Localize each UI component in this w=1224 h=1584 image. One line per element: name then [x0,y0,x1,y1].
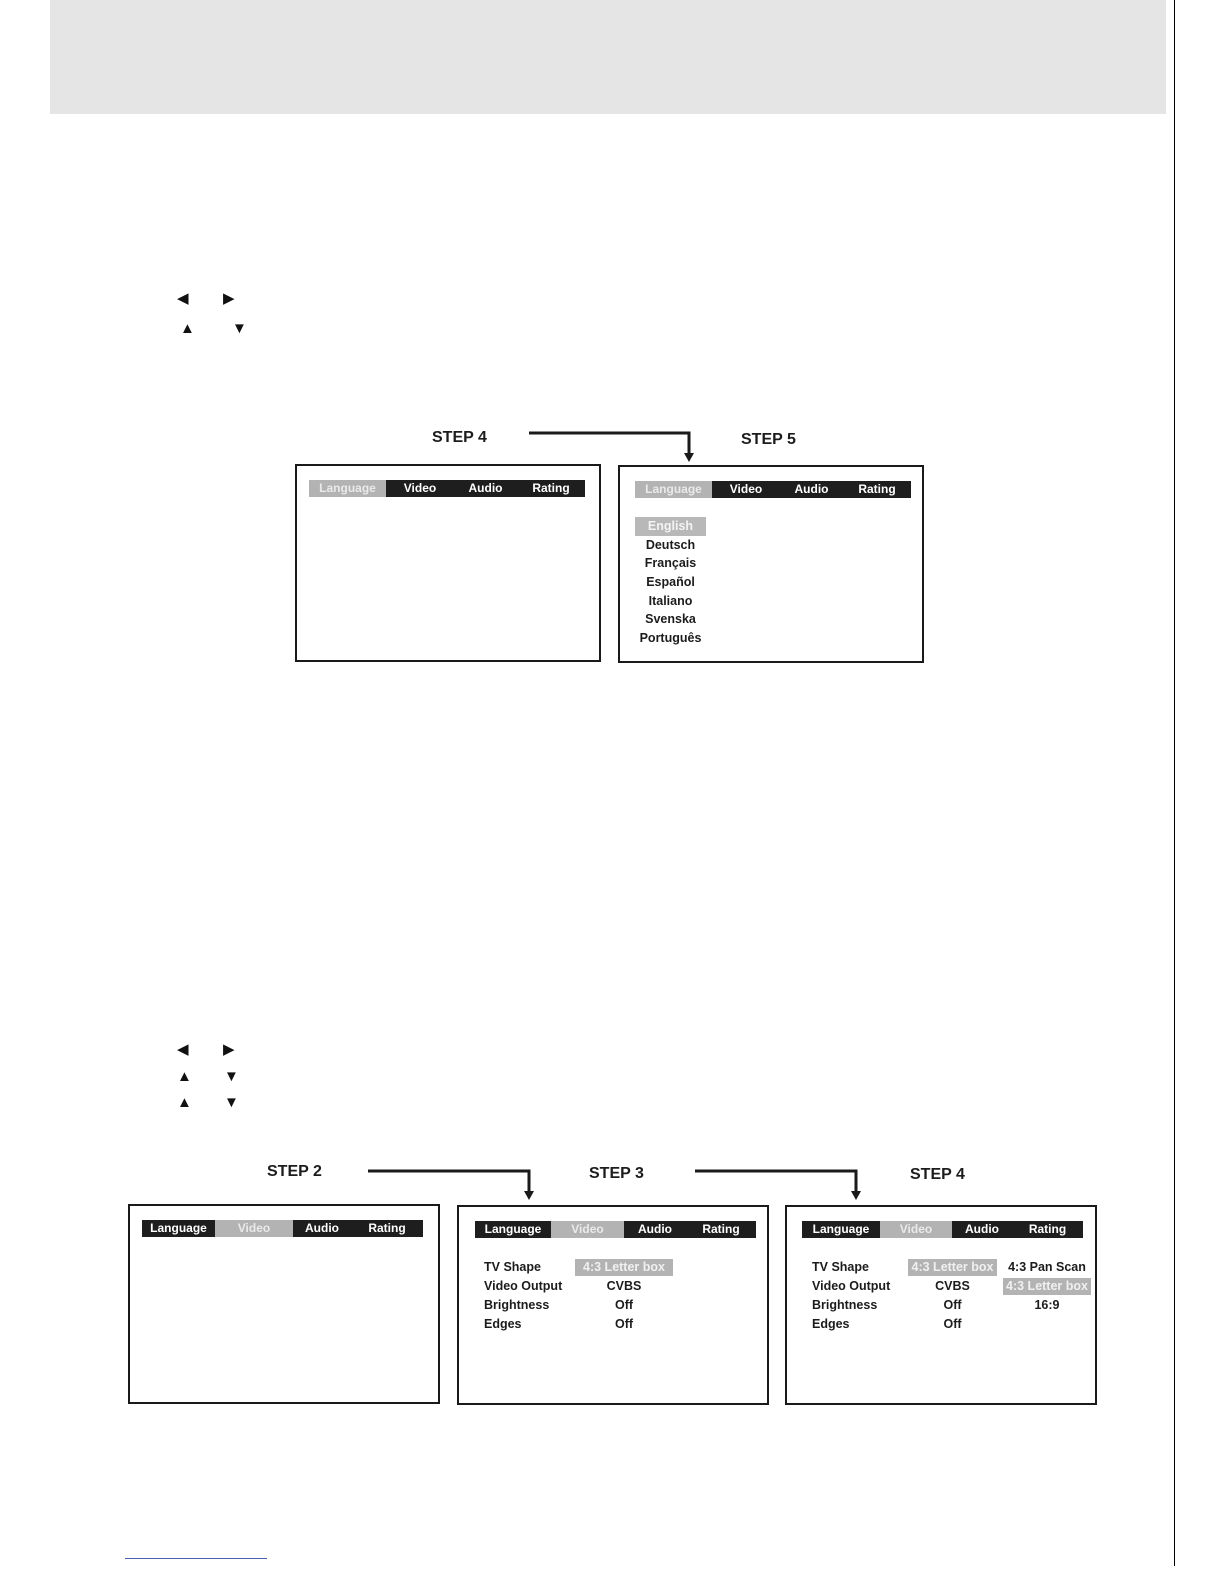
osd-screen-step2 [128,1204,440,1404]
menu-bar [142,1220,423,1237]
tab-video[interactable]: Video [551,1221,624,1238]
osd-screen-step4-video [785,1205,1097,1405]
language-list [635,517,706,648]
tab-rating[interactable]: Rating [702,1222,740,1236]
setting-label-tv-shape: TV Shape [484,1260,541,1274]
setting-label-brightness: Brightness [812,1298,878,1312]
menu-bar [309,480,585,497]
tab-rating[interactable]: Rating [532,481,570,495]
tab-audio[interactable]: Audio [638,1222,672,1236]
setting-label-video-output: Video Output [812,1279,891,1293]
setting-label-brightness: Brightness [484,1298,550,1312]
step-3-label: STEP 3 [589,1165,644,1182]
tv-shape-option-letter-box[interactable]: 4:3 Letter box [1003,1278,1091,1295]
language-option-italiano[interactable]: Italiano [648,593,693,608]
left-arrow-icon: ◀ [177,1041,189,1058]
header-band [50,0,1166,114]
down-arrow-icon: ▼ [232,320,247,337]
up-arrow-icon: ▲ [180,320,195,337]
setting-value-edges[interactable]: Off [943,1317,962,1331]
setting-value-tv-shape[interactable]: 4:3 Letter box [908,1259,997,1276]
step-connector-arrow [528,428,698,464]
step-connector-arrow [694,1166,864,1202]
menu-bar [802,1221,1083,1238]
tab-language[interactable]: Language [635,481,712,498]
tab-audio[interactable]: Audio [305,1221,339,1235]
tab-language[interactable]: Language [150,1221,207,1235]
right-arrow-icon: ▶ [223,1041,235,1058]
setting-value-edges[interactable]: Off [614,1317,634,1331]
tv-shape-option-16-9[interactable]: 16:9 [1034,1298,1060,1312]
tab-rating[interactable]: Rating [368,1221,406,1235]
tv-shape-option-pan-scan[interactable]: 4:3 Pan Scan [1008,1260,1086,1274]
language-option-english[interactable]: English [635,517,706,536]
tab-audio[interactable]: Audio [468,481,503,495]
osd-screen-step4 [295,464,601,662]
setting-value-brightness[interactable]: Off [943,1298,962,1312]
setting-label-tv-shape: TV Shape [812,1260,869,1274]
page-edge-line [1174,0,1175,1566]
osd-screen-step3 [457,1205,769,1405]
tab-language[interactable]: Language [309,480,386,497]
down-arrow-icon: ▼ [224,1094,239,1111]
step-5-label: STEP 5 [741,431,796,448]
tab-language[interactable]: Language [484,1222,542,1236]
setting-value-video-output[interactable]: CVBS [606,1279,642,1293]
left-arrow-icon: ◀ [177,290,189,307]
setting-label-edges: Edges [812,1317,850,1331]
right-arrow-icon: ▶ [223,290,235,307]
up-arrow-icon: ▲ [177,1094,192,1111]
tab-video[interactable]: Video [403,481,437,495]
tab-video[interactable]: Video [729,482,763,496]
osd-screen-step5 [618,465,924,663]
setting-value-video-output[interactable]: CVBS [935,1279,970,1293]
language-option-francais[interactable]: Français [644,556,697,571]
setting-value-brightness[interactable]: Off [614,1298,634,1312]
footer-rule [125,1558,267,1559]
tab-language[interactable]: Language [812,1222,870,1236]
language-option-espanol[interactable]: Español [646,575,695,590]
step-connector-arrow [367,1166,537,1202]
up-arrow-icon: ▲ [177,1068,192,1085]
language-option-svenska[interactable]: Svenska [645,612,696,627]
tab-audio[interactable]: Audio [794,482,829,496]
setting-value-tv-shape[interactable]: 4:3 Letter box [575,1259,673,1276]
menu-bar [635,481,911,498]
step-2-label: STEP 2 [267,1163,322,1180]
tab-video[interactable]: Video [215,1220,293,1237]
menu-bar [475,1221,756,1238]
tab-audio[interactable]: Audio [965,1222,999,1236]
language-option-portugues[interactable]: Português [639,631,702,646]
step-4-label: STEP 4 [910,1166,965,1183]
setting-label-video-output: Video Output [484,1279,563,1293]
down-arrow-icon: ▼ [224,1068,239,1085]
language-option-deutsch[interactable]: Deutsch [645,537,696,552]
tab-rating[interactable]: Rating [1028,1222,1067,1236]
step-4-label: STEP 4 [432,429,487,446]
tab-video[interactable]: Video [880,1221,952,1238]
tab-rating[interactable]: Rating [858,482,896,496]
setting-label-edges: Edges [484,1317,522,1331]
